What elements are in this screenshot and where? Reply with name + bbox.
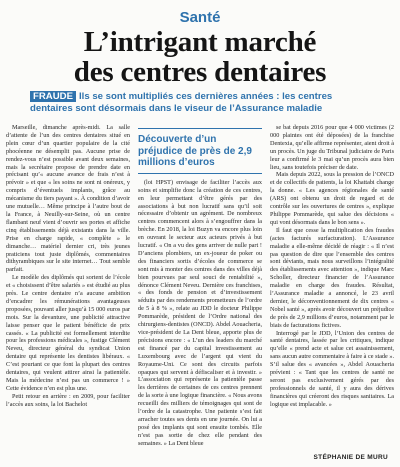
paragraph: Le modèle des diplômés qui sortent de l’école et « choisissent d’être salariés » est étudié au plus près. Le centre dentaire n’a aucune ambition d’encadrer les rémunérations avantageuses proposées, pouvant aller jusqu’à 15 000 euros par mois. Sur la devanture, une publicité attractive laisse penser que le patient bénéficie de prix cassés. « La publicité est formellement interdite pour les professions médicales », fustige Clément Neveu, directeur général du syndicat Union dentaire qui représente les dentistes libéraux. « C’est pourtant ce que font la plupart des centres dentaires, qui veulent attirer ainsi la patientèle. Mais la médecine n’est pas un commerce ! » Cette évidence n’en est plus une.	[6, 274, 130, 392]
paragraph: (loi HPST) envisage de faciliter l’accès aux soins et simplifie donc la création de ces centres, en leur permettant d’être gérés par des associations à but non lucratif sans qu’il soit nécessaire d’obtenir un agrément. De nombreux centres commencent alors à s’engouffrer dans la brèche. En 2018, la loi Buzyn va encore plus loin en ouvrant le secteur aux acteurs privés à but lucratif. « On a vu des gens arriver de nulle part ! D’anciens plombiers, un ex-joueur de poker ou des financiers sortis d’écoles de commerce se sont mis à monter des centres dans des villes déjà bien pourvues par seul souci de rentabilité », dénonce Clément Neveu. Dernière ces franchises, « des fonds de pension et d’investissement séduits par des rendements prometteurs de l’ordre de 5 à 8 % », relate au JDD le docteur Philippe Pommarède, président de l’Ordre national des chirurgiens-dentistes (ONCD). Abdel Aouacheria, vice-président de La Dent bleue, apporte plus de précisions encore : « L’un des leaders du marché est financé par du capital investissement au Luxembourg avec de l’argent qui vient du Royaume-Uni. Ce sont des circuits parfois opaques qui servent à défiscaliser et à investir. » L’association qui représente la patientèle passe les derrières de certaines de ces centres prennent de la sorte à une logique financière. « Nous avons recueilli des milliers de témoignages qui sont de l’ordre de la catastrophe. Une patiente s’est fait arracher toutes ses dents en une journée. On lui a posé des implants qui sont ensuite tombés. Elle n’est pas sortie de chez elle pendant des semaines. » La Dent bleue	[138, 178, 262, 447]
column-3	[270, 124, 394, 450]
paragraph: Petit retour en arrière : en 2009, pour faciliter l’accès aux soins, la loi Bachelot	[6, 392, 130, 408]
paragraph: se bat depuis 2016 pour que 4 000 victimes (2 000 plaintes ont été déposées) de la franchise Dentexia, qu’elle affirme représenter, aient droit à un procès. Un juge du Tribunal judiciaire de Paris leur a confirmé le 3 mai qu’un procès aura bien lieu, sans toutefois préciser de date.	[270, 124, 394, 171]
paragraph: Il faut que cesse la multiplication des fraudes (actes facturés surfacturation). L’Assurance maladie a elle-même décidé de réagir : « Il n’est pas question de dire que l’ensemble des centres sont déviants, mais nous surveillons l’intégralité des établissements avec attention », indique Marc Scholler, directeur financier de l’Assurance maladie en charge des fraudes. Résultat, l’Assurance maladie a annoncé, le 23 avril dernier, le déconventionnement de dix centres « Nobel santé », après avoir découvert un préjudice de près de 2,9 millions d’euros, notamment par le biais de facturations fictives.	[270, 226, 394, 329]
paragraph: Mais depuis 2022, sous la pression de l’ONCD et de collectifs de patients, la loi Khattabi change la donne. « Les agences régionales de santé (ARS) ont obtenu un droit de regard et de contrôle sur les ouvertures de centres », explique Philippe Pommarède, qui salue des décisions « qui vont désormais dans le bon sens ».	[270, 171, 394, 226]
article-body	[6, 124, 396, 450]
paragraph: Interrogé par le JDD, l’Union des centres de santé dentaires, lassée par les critiques, indique qu’elle « prend acte et salue cet assainissement, sans aucun autre commentaire à faire à ce stade ». S’il salue des « avancées », Abdel Aouacheria prévient : « Tant que les centres de santé ne seront pas exclusivement gérés par des professionnels de santé, il y aura des dérives financières qui créeront des risques sanitaires. La logique est implacable. »	[270, 329, 394, 408]
lead-kicker: FRAUDE	[30, 91, 76, 102]
title-line-2: des centres dentaires	[73, 56, 327, 88]
title-line-1: L’intrigant marché	[83, 26, 317, 58]
section-rubric: Santé	[179, 9, 221, 26]
article-lead	[30, 91, 375, 114]
author-byline: STÉPHANIE DE MURU	[313, 454, 388, 461]
article-title	[0, 27, 400, 87]
pull-quote: Découverte d’un préjudice de près de 2,9 millions d’euros	[138, 128, 262, 174]
lead-text: Ils se sont multipliés ces dernières années : les centres dentaires sont désormais dans le viseur de l’Assurance maladie	[30, 91, 333, 114]
column-1	[6, 124, 130, 450]
paragraph: Marseille, dimanche après-midi. La salle d’attente de l’un des centres dentaires situé en plein cœur d’un quartier populaire de la cité phocéenne ne désemplit pas. Aucune prise de rendez-vous n’est possible avant deux semaines, mais la secrétaire propose de prendre date en précisant qu’« aucune avance de frais n’est à prévoir » et que « les soins ne sont ni onéreux, y compris d’éventuels implants, grâce au mécanisme du tiers payant ». À condition d’avoir une mutuelle… Même principe à l’autre bout de la France, à Neuilly-sur-Seine, où un centre flambant neuf vient d’ouvrir ses portes et affiche cinq établissements déjà existants dans la ville. Prise en charge rapide, « complète » le dimanche… matériel dernier cri, très jeunes praticiens tout juste diplômés, commentaires dithyrambiques sur le site internet… Tout semble parfait.	[6, 124, 130, 274]
column-2	[138, 124, 262, 450]
